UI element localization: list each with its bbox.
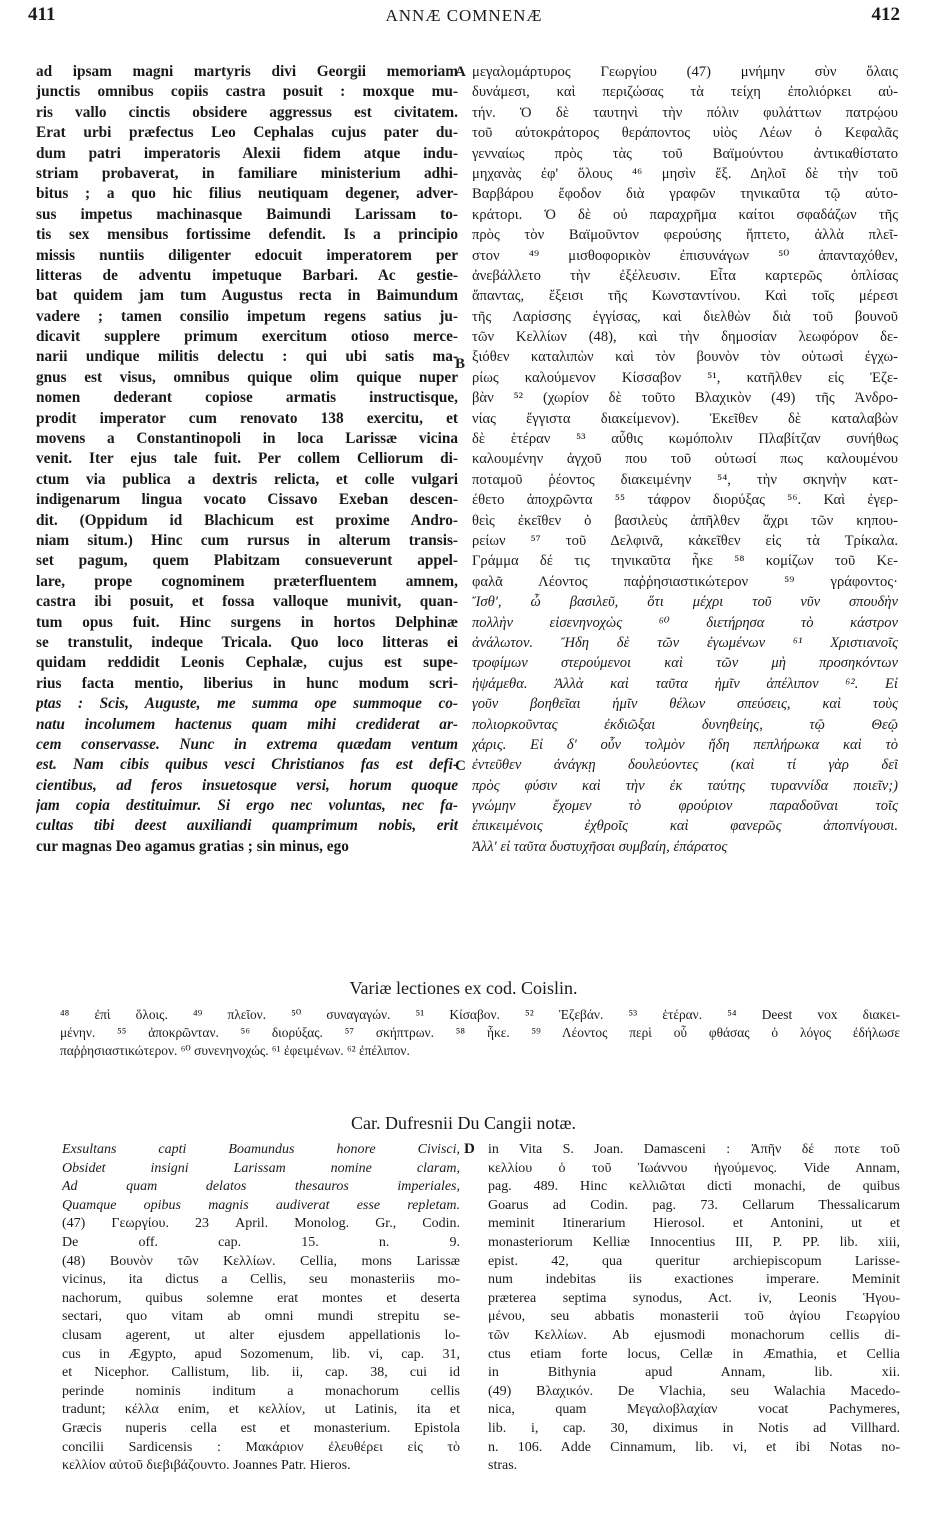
variant-reading-line: παῤῥησιαστικώτερον. ⁶⁰ συνενηνοχώς. ⁶¹ ἐφειμένων. ⁶² ἐπέλιπον. xyxy=(60,1043,410,1058)
latin-line: ptas : Scis, Auguste, me summa ope summoque co- xyxy=(36,695,458,713)
latin-line: dicavit supplere primum exercitum otioso merce- xyxy=(36,328,458,346)
greek-text-column xyxy=(472,62,898,857)
note-line: epist. 42, qua queritur archiepiscopum Larisse- xyxy=(488,1253,900,1269)
notes-right-column xyxy=(488,1141,900,1476)
greek-line: ἐπικειμένοις ἐχθροῖς καὶ φανερῶς ἀποπνίγουσι. xyxy=(472,818,898,835)
latin-line: cultas tibi deest auxiliandi quamprimum nobis, erit xyxy=(36,817,458,835)
latin-line: quidam reddidit Leonis Cephalæ, cujus est supe- xyxy=(36,654,458,672)
page-number-left: 411 xyxy=(28,4,56,25)
note-line: meminit Itinerarium Hierosol. et Antonini, ut et xyxy=(488,1216,900,1232)
latin-line: venit. Iter ejus tale fuit. Per collem Celliorum di- xyxy=(36,450,458,468)
note-line: nachorum, quibus solemne erat montes et deserta xyxy=(62,1290,460,1306)
latin-line: ctum via publica a dextris relicta, et colle vulgari xyxy=(36,470,458,488)
latin-line: tis sex mensibus fortissime defendit. Is a principio xyxy=(36,226,458,244)
latin-line: indigenarum lingua vocato Cissavo Exeban descen- xyxy=(36,491,458,509)
latin-line: set pagum, quem Plabitzam consueverunt appel- xyxy=(36,552,458,570)
greek-line: δυνάμεσι, καὶ περιζώσας τὰ τείχη ἐπολιόρκει αὐ- xyxy=(472,84,898,101)
note-line: (47) Γεωργίου. 23 April. Monolog. Gr., Codin. xyxy=(62,1216,460,1232)
note-line: in Bithynia apud Annam, lib. xii. xyxy=(488,1365,900,1381)
note-line: nica, quam Μεγαλοβλαχίαν vocat Pachymeres, xyxy=(488,1402,900,1418)
note-line: pag. 489. Hinc κελλιῶται dicti monachi, de quibus xyxy=(488,1179,900,1195)
latin-line: rius facta mentio, liberius in hunc modum scri- xyxy=(36,674,458,692)
note-line: De off. cap. 15. n. 9. xyxy=(62,1234,460,1250)
section-marker-a: A xyxy=(455,64,466,80)
section-marker-b: B xyxy=(455,356,466,372)
latin-line: vadere ; tamen consilio impetum regens satius ju- xyxy=(36,307,458,325)
note-line: μένου, seu abbatis monasterii τοῦ ἁγίου Γεωργίου xyxy=(488,1309,900,1325)
page-number-right: 412 xyxy=(871,4,900,25)
greek-line: έθετο ἀποχρῶντα ⁵⁵ τάφρον διορύξας ⁵⁶. Καὶ ἐγερ- xyxy=(472,492,898,509)
greek-line: τροφίμων στερούμενοι καὶ τῶν μὴ προσηκόντων xyxy=(472,655,898,672)
latin-line: dit. (Oppidum id Blachicum est proxime Andro- xyxy=(36,511,458,529)
greek-line: πολλὴν εἰσενηνοχὼς ⁶⁰ διετήρησα τὸ κάστρον xyxy=(472,614,898,631)
greek-line: ἐντεῦθεν ἀνάγκῃ δουλεύοντες (καὶ τί γὰρ δεῖ xyxy=(472,757,898,774)
latin-line: cem conservasse. Nunc in extrema quædam ventum xyxy=(36,735,458,753)
notes-heading: Car. Dufresnii Du Cangii notæ. xyxy=(351,1113,576,1133)
greek-line: ποταμοῦ ῥέοντος διακειμένην ⁵⁴, τὴν σκηνὴν κατ- xyxy=(472,471,898,488)
greek-line: τήν. Ὁ δὲ ταυτηνὶ τὴν πόλιν φυλάττων πατρῴου xyxy=(472,104,898,121)
greek-line: ρείων ⁵⁷ τοῦ Δελφινᾶ, κἀκεῖθεν εἰς τὰ Τρίκαλα. xyxy=(472,532,898,549)
greek-line: κράτορι. Ὁ δὲ οὐ παραχρῆμα καίτοι σφαδάζων τῆς xyxy=(472,206,898,223)
notes-left-column xyxy=(62,1141,460,1476)
latin-line: litteras de adventu impetuque Barbari. Ac gestie- xyxy=(36,266,458,284)
latin-line: Erat urbi præfectus Leo Cephalas cujus pater du- xyxy=(36,124,458,142)
greek-line: νίας ἔγγιστα διακείμενον). Ἐκεῖθεν δὲ καταλαβὼν xyxy=(472,410,898,427)
latin-line: tum opus fuit. Hinc surgens in hortos Delphinæ xyxy=(36,613,458,631)
latin-line: prodit imperator cum renovato 138 exercitu, et xyxy=(36,409,458,427)
greek-line: δὲ ἑτέραν ⁵³ αὖθις κωμόπολιν Πλαβίτζαν συνήθως xyxy=(472,431,898,448)
latin-line: sus impetus machinasque Baimundi Larissam to- xyxy=(36,205,458,223)
greek-line: ἀνεβάλλετο τὴν ἐξέλευσιν. Εἶτα καρτερῶς ὁπλίσας xyxy=(472,267,898,284)
note-line: monasteriorum Kelliæ Innocentius III, P. PP. lib. xiii, xyxy=(488,1234,900,1250)
latin-line: ris vallo cinctis obsidere aggressus est civitatem. xyxy=(36,103,458,121)
greek-line: Ἀλλ' εἰ ταῦτα δυστυχῆσαι συμβαίη, ἐπάρατος xyxy=(472,838,728,855)
note-line: κελλίου ὁ τοῦ Ἰωάννου ἡγούμενος. Vide Annam, xyxy=(488,1160,900,1176)
greek-line: τῆς Λαρίσσης ἐγγίσας, καὶ διελθὼν διὰ τοῦ βουνοῦ xyxy=(472,308,898,325)
section-marker-c: C xyxy=(455,758,466,774)
greek-line: φαλᾶ Λέοντος παῤῥησιαστικώτερον ⁵⁹ γράφοντος· xyxy=(472,573,898,590)
greek-line: πρὸς φύσιν καὶ τὴν ἐκ ταύτης τυραννίδα ποιεῖν;) xyxy=(472,777,898,794)
note-line: Goarus ad Codin. pag. 73. Cellarum Thessalicarum xyxy=(488,1197,900,1213)
note-line: concilii Sardicensis : Μακάριον ἐλευθέρει εἰς τὸ xyxy=(62,1439,460,1455)
latin-line: movens a Constantinopoli in loca Larissæ vicina xyxy=(36,430,458,448)
greek-line: Γράμμα δέ τις τηνικαῦτα ἧκε ⁵⁸ κομίζων τοῦ Κε- xyxy=(472,553,898,570)
latin-line: striam probaverat, in familiare ministerium adhi- xyxy=(36,164,458,182)
latin-line: cur magnas Deo agamus gratias ; sin minus, ego xyxy=(36,837,349,855)
note-line: Obsidet insigni Larissam nomine claram, xyxy=(62,1160,460,1176)
greek-line: μεγαλομάρτυρος Γεωργίου (47) μνήμην σὺν ὅλαις xyxy=(472,64,898,80)
latin-line: castra ibi posuit, et fossa valloque munivit, quan- xyxy=(36,593,458,611)
note-line: clusam agerent, ut alter ejusdem appellationis lo- xyxy=(62,1327,460,1343)
variae-lectiones-list xyxy=(60,1006,900,1060)
greek-line: ἅπαντας, ἔξεισι τῆς Κωνσταντίνου. Καὶ τοῖς μέρεσι xyxy=(472,288,898,305)
variae-lectiones-heading: Variæ lectiones ex cod. Coislin. xyxy=(349,978,578,998)
note-line: in Vita S. Joan. Damasceni : Ἀπῆν δέ ποτε τοῦ xyxy=(488,1142,900,1157)
note-line: et Nicephor. Callistum, lib. ii, cap. 38, cui id xyxy=(62,1365,460,1381)
latin-line: junctis omnibus copiis castra posuit : moxque mu- xyxy=(36,83,458,101)
greek-line: μηχανὰς ἐφ' ὅλους ⁴⁶ μησὶν ἕξ. Δηλοῖ δὲ τὴν τοῦ xyxy=(472,165,898,182)
variant-reading-line: ⁴⁸ ἐπὶ ὅλοις. ⁴⁹ πλεῖον. ⁵⁰ συναγαγών. ⁵¹ Κίσαβον. ⁵² Ἐζεβάν. ⁵³ ἑτέραν. ⁵⁴ Deest vox διακει- xyxy=(60,1007,900,1022)
variant-reading-line: μένην. ⁵⁵ ἀποκρῶνταν. ⁵⁶ διορύξας. ⁵⁷ σκήπτρων. ⁵⁸ ἧκε. ⁵⁹ Λέοντος περὶ οὗ φθάσας ὁ λόγος ἐδήλωσε xyxy=(60,1025,900,1040)
latin-line: narii undique militis delectu : qui ubi satis ma- xyxy=(36,348,458,366)
latin-text-column xyxy=(36,62,458,857)
note-line: num indebitas iis exactiones imperare. Meminit xyxy=(488,1272,900,1288)
greek-line: πολιορκοῦντας ἐκδιῶξαι δυνηθείης, τῷ Θεῷ xyxy=(472,716,898,733)
latin-line: dum patri imperatoris Alexii fidem atque indu- xyxy=(36,144,458,162)
note-line: (49) Βλαχικόν. De Vlachia, seu Walachia Macedo- xyxy=(488,1383,900,1399)
greek-line: καλουμένην ἀγχοῦ που τοῦ οὑτωσί πως καλουμένου xyxy=(472,451,898,468)
greek-line: στον ⁴⁹ μισθοφορικὸν ἐπισυνάγων ⁵⁰ ἁπανταχόθεν, xyxy=(472,247,898,264)
note-line: vicinus, ita dictus a Cellis, seu monasteriis mo- xyxy=(62,1272,460,1288)
latin-line: nomen dederant copiose armatis instructisque, xyxy=(36,389,458,407)
latin-line: ad ipsam magni martyris divi Georgii memoriam xyxy=(36,63,458,80)
page-header xyxy=(28,4,900,34)
note-line: n. 106. Adde Cinnamum, lib. vi, et ibi Notas no- xyxy=(488,1439,900,1455)
greek-line: ἀνάλωτον. Ἤδη δὲ τῶν ἐγωμένων ⁶¹ Χριστιανοῖς xyxy=(472,634,898,651)
note-line: τῶν Κελλίων. Ab ejusmodi monachorum cellis di- xyxy=(488,1327,900,1343)
note-line: cus in Ægypto, apud Sozomenum, lib. vi, cap. 31, xyxy=(62,1346,460,1362)
latin-line: bat quidem jam tum Augustus recta in Baimundum xyxy=(36,287,458,305)
greek-line: ρίως καλούμενον Κίσσαβον ⁵¹, κατῆλθεν εἰς Ἐζε- xyxy=(472,369,898,386)
greek-line: τῶν Κελλίων (48), καὶ τὴν δημοσίαν λεωφόρον δε- xyxy=(472,329,898,346)
latin-line: se transtulit, indeque Tricala. Quo loco litteras ei xyxy=(36,633,458,651)
greek-line: βὰν ⁵² (χωρίον δὲ τοῦτο Βλαχικὸν (49) τῆς Ἀνδρο- xyxy=(472,390,898,407)
latin-line: missis nuntiis diligenter edocuit imperatorem per xyxy=(36,246,458,264)
note-line: Exsultans capti Boamundus honore Civisci, xyxy=(62,1142,460,1157)
latin-line: gnus est visus, omnibus quique olim quique nuper xyxy=(36,368,458,386)
greek-line: Ἴσθ', ὦ βασιλεῦ, ὅτι μέχρι τοῦ νῦν σπουδὴν xyxy=(472,594,898,611)
note-line: (48) Βουνὸν τῶν Κελλίων. Cellia, mons Larissæ xyxy=(62,1253,460,1269)
note-line: præterea septima synodus, Act. iv, Leonis Ἡγου- xyxy=(488,1290,900,1306)
greek-line: ἡψάμεθα. Ἀλλὰ καὶ ταῦτα ἡμῖν ἀπέλιπον ⁶². Εἰ xyxy=(472,675,898,692)
latin-line: est. Nam cibis quibus vesci Christianos fas est defi- xyxy=(36,756,458,774)
greek-line: χάρις. Εἰ δ' οὖν τολμὸν ἤδη πεπλήρωκα καὶ τὸ xyxy=(472,736,898,753)
greek-line: γοῦν βοηθεῖαι ἡμῖν θέλων σπεύσεις, καὶ τοὺς xyxy=(472,696,898,713)
note-line: κελλίον αὐτοῦ διεβιβάζουντο. Joannes Patr. Hieros. xyxy=(62,1458,351,1474)
latin-line: jam copia destituimur. Si ergo nec voluntas, nec fa- xyxy=(36,797,458,815)
greek-line: θεὶς ἐκεῖθεν ὁ βασιλεὺς ἀπῆλθεν ἄχρι τῶν κηπου- xyxy=(472,512,898,529)
greek-line: τοῦ αὐτοκράτορος θεράποντος υἱὸς Λέων ὁ Κεφαλᾶς xyxy=(472,125,898,142)
greek-line: γνώμην ἔχομεν τὸ φρούριον παραδοῦναι τοῖς xyxy=(472,798,898,815)
latin-line: bitus ; a quo hic filius neutiquam degener, adver- xyxy=(36,185,458,203)
note-line: stras. xyxy=(488,1458,518,1474)
note-line: Ad quam delatos thesauros imperiales, xyxy=(62,1179,460,1195)
greek-line: ξιόθεν καταλιπὼν καὶ τὸν βουνὸν τὸν οὑτωσὶ ἐγχω- xyxy=(472,349,898,366)
greek-line: γενναίως πρὸς τὰς τοῦ Βαϊμούντου ἀντικαθίστατο xyxy=(472,145,898,162)
greek-line: Βαρβάρου ἔφοδον διὰ γραφῶν τηνικαῦτα τῷ αὐτο- xyxy=(472,186,898,203)
latin-line: cientibus, ad feros insuetosque versi, horum quoque xyxy=(36,776,458,794)
note-line: perinde nominis inditum a monachorum cellis xyxy=(62,1383,460,1399)
latin-line: natu incolumem hactenus quam mihi crediderat ar- xyxy=(36,715,458,733)
note-line: ctus etiam forte locus, Cellæ in Æmathia, et Cellia xyxy=(488,1346,900,1362)
note-line: sectari, quo vitam ab omni mundi strepitu se- xyxy=(62,1309,460,1325)
latin-line: niam situm.) Hinc cum rursus in alterum transis- xyxy=(36,531,458,549)
latin-line: lare, prope cognominem præterfluentem amnem, xyxy=(36,572,458,590)
note-line: tradunt; κέλλα enim, et κελλίον, ut Latinis, ita et xyxy=(62,1402,460,1418)
note-line: Græcis nuperis cella est et monasterium. Epistola xyxy=(62,1420,460,1436)
note-line: lib. i, cap. 30, diximus in Notis ad Villhard. xyxy=(488,1420,900,1436)
running-title: ANNÆ COMNENÆ xyxy=(385,6,543,25)
section-marker-d: D xyxy=(464,1141,475,1157)
note-line: Quamque opibus magnis audiverat esse repletam. xyxy=(62,1197,460,1213)
greek-line: πρὸς τὸν Βαϊμοῦντον φερούσης ἥπτετο, ἀλλὰ πλεῖ- xyxy=(472,227,898,244)
